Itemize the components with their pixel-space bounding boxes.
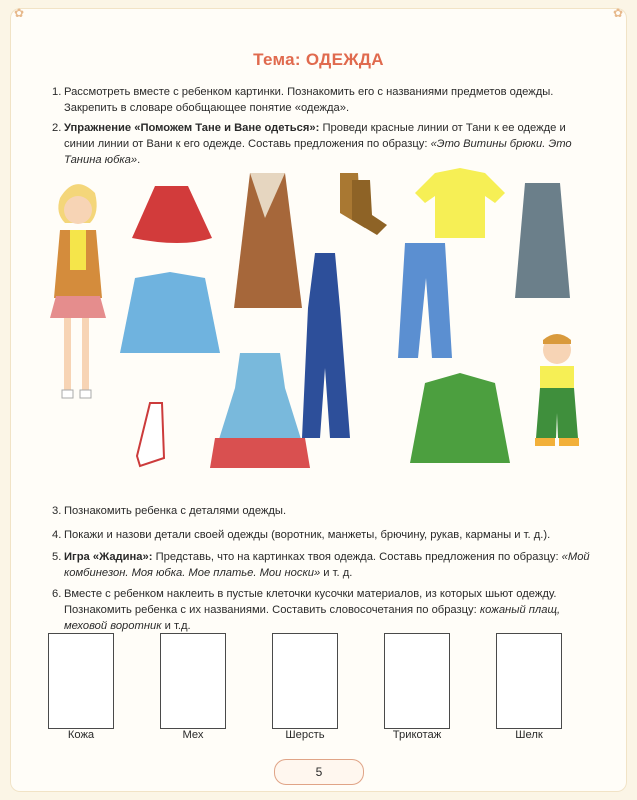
- swatch-label: Шелк: [515, 729, 543, 741]
- item-text: Рассмотреть вместе с ребенком картинки. Познакомить его с названиями предметов одежды. Закрепить в словаре обобщающее понятие «одежда».: [64, 86, 554, 114]
- jeans-icon: [398, 243, 452, 358]
- item-example: «Это Витины брюки. Это Танина юбка»: [64, 138, 572, 166]
- item-text: Проведи красные линии от Тани к ее одежде и синии линии от Вани к его одежде. Составь предложения по образцу:: [64, 122, 566, 150]
- instruction-1: [52, 84, 592, 116]
- item-text: Познакомить ребенка с деталями одежды.: [64, 505, 287, 517]
- item-tail: .: [137, 154, 141, 166]
- skirt-icon: [132, 186, 212, 243]
- swatch-silk: [496, 633, 562, 741]
- instruction-2: [52, 120, 592, 168]
- item-example: кожаный плащ, меховой воротник: [64, 604, 561, 632]
- item-tail: и т.д.: [161, 620, 191, 632]
- item-heading: Игра «Жадина»:: [64, 551, 153, 563]
- swatch-label: Мех: [182, 729, 204, 741]
- item-example: «Мой комбинезон. Моя юбка. Мое платье. Мои носки»: [64, 551, 590, 579]
- item-text: Представь, что на картинках твоя одежда. Составь предложения по образцу:: [152, 551, 562, 563]
- item-number: 5.: [52, 551, 62, 563]
- instruction-3: [52, 503, 592, 519]
- item-number: 4.: [52, 529, 62, 541]
- swatch-box[interactable]: [384, 633, 450, 729]
- swatch-fur: [160, 633, 226, 741]
- swatch-label: Шерсть: [285, 729, 325, 741]
- item-text: Вместе с ребенком наклеить в пустые клеточки кусочки материалов, из которых шьют одежду. Познакомить ребенка с их названиями. Составить словосочетания по образцу:: [64, 588, 557, 616]
- swatch-box[interactable]: [48, 633, 114, 729]
- swatch-wool: [272, 633, 338, 741]
- t-shirt-icon: [415, 168, 505, 238]
- instruction-5: [52, 549, 592, 581]
- shirt-icon: [120, 272, 220, 353]
- material-swatches: [48, 633, 593, 751]
- girl-figure: [50, 184, 106, 398]
- instruction-4: [52, 527, 592, 543]
- swatch-label: Трикотаж: [392, 729, 442, 741]
- swatch-box[interactable]: [496, 633, 562, 729]
- item-tail: и т. д.: [320, 567, 353, 579]
- trench-coat-icon: [515, 183, 570, 298]
- swatch-knit: [384, 633, 450, 741]
- swatch-leather: [48, 633, 114, 741]
- corner-ornament-icon: ✿: [14, 6, 25, 20]
- swatch-box[interactable]: [272, 633, 338, 729]
- page-number: 5: [274, 759, 364, 785]
- corner-ornament-icon: ✿: [612, 6, 623, 20]
- boy-figure: [535, 334, 579, 446]
- jacket-icon: [410, 373, 510, 463]
- swatch-box[interactable]: [160, 633, 226, 729]
- item-number: 1.: [52, 86, 62, 98]
- item-number: 3.: [52, 505, 62, 517]
- swatch-label: Кожа: [67, 729, 95, 741]
- item-heading: Упражнение «Поможем Тане и Ване одеться»:: [64, 122, 320, 134]
- instruction-6: [52, 586, 592, 634]
- striped-socks-icon: [137, 403, 164, 466]
- clothing-illustrations: [40, 168, 600, 493]
- item-number: 6.: [52, 588, 62, 600]
- page-title: Тема: ОДЕЖДА: [253, 50, 384, 69]
- overalls-icon: [302, 253, 350, 438]
- item-number: 2.: [52, 122, 62, 134]
- item-text: Покажи и назови детали своей одежды (воротник, манжеты, брючину, рукав, карманы и т. д.).: [64, 529, 551, 541]
